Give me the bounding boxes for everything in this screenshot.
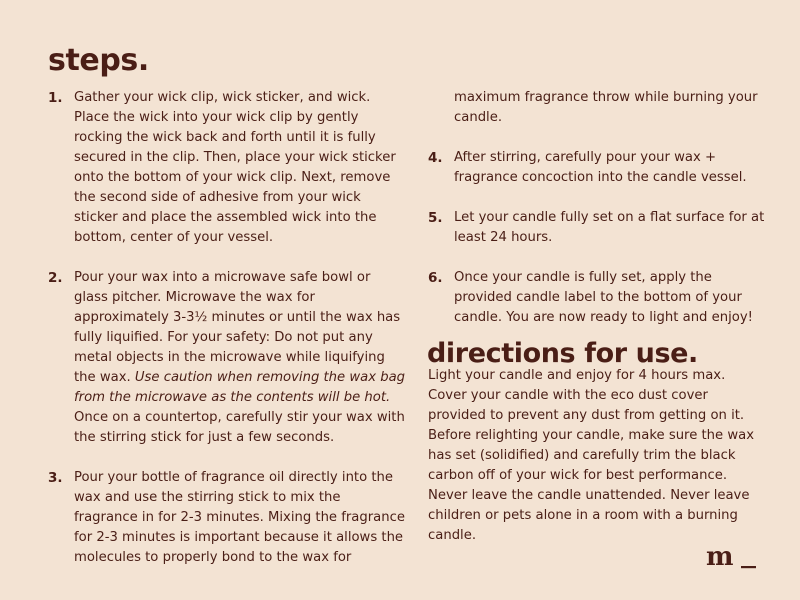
step-text	[74, 268, 408, 448]
step-item-4	[428, 148, 768, 188]
step-number: 2.	[48, 270, 63, 286]
step-text: Pour your bottle of fragrance oil directly into the wax and use the stirring stick to mix the fragrance in for 2-3 minutes. Mixing the fragrance for 2-3 minutes is important because it allows the molecules to properly bond to the wax for	[74, 470, 405, 565]
step-text-part: Pour your wax into a microwave safe bowl or glass pitcher. Microwave the wax for approximately 3-3½ minutes or until the wax has fully liquified. For your safety: Do not put any metal objects in the microwave while liquifying the wax.	[74, 270, 401, 385]
step-item-3	[48, 468, 408, 568]
step-item-2	[48, 268, 408, 448]
directions-text: Light your candle and enjoy for 4 hours max. Cover your candle with the eco dust cover provided to prevent any dust from getting on it. Before relighting your candle, make sure the wax has set (solidified) and carefully trim the black carbon off of your wick for best performance. Never leave the candle unattended. Never leave children or pets alone in a room with a burning candle.	[428, 368, 755, 543]
step-item-6	[428, 268, 768, 328]
step-text-italic: Use caution when removing the wax bag from the microwave as the contents will be hot.	[74, 370, 406, 405]
brand-logo-icon	[706, 546, 758, 572]
steps-list-right	[428, 88, 768, 348]
directions-title: directions for use.	[427, 338, 698, 369]
step-text: After stirring, carefully pour your wax + fragrance concoction into the candle vessel.	[454, 150, 747, 185]
step-number: 4.	[428, 150, 443, 166]
step-number: 5.	[428, 210, 443, 226]
steps-title: steps.	[48, 43, 149, 78]
step-text: Gather your wick clip, wick sticker, and wick. Place the wick into your wick clip by gently rocking the wick back and forth until it is fully secured in the clip. Then, place your wick sticker onto the bottom of your wick clip. Next, remove the second side of adhesive from your wick sticker and place the assembled wick into the bottom, center of your vessel.	[74, 90, 396, 245]
step-item-5	[428, 208, 768, 248]
step-text: Let your candle fully set on a flat surface for at least 24 hours.	[454, 210, 765, 245]
steps-list-left	[48, 88, 408, 588]
brand-logo-underscore	[741, 566, 756, 568]
step-3-continuation: maximum fragrance throw while burning your candle.	[454, 90, 758, 125]
brand-logo-letter: m	[706, 546, 734, 572]
step-item-1	[48, 88, 408, 248]
step-text-part: Once on a countertop, carefully stir your wax with the stirring stick for just a few seconds.	[74, 410, 405, 445]
step-text: Once your candle is fully set, apply the provided candle label to the bottom of your candle. You are now ready to light and enjoy!	[454, 270, 753, 325]
step-number: 1.	[48, 90, 63, 106]
step-number: 6.	[428, 270, 443, 286]
step-number: 3.	[48, 470, 63, 486]
